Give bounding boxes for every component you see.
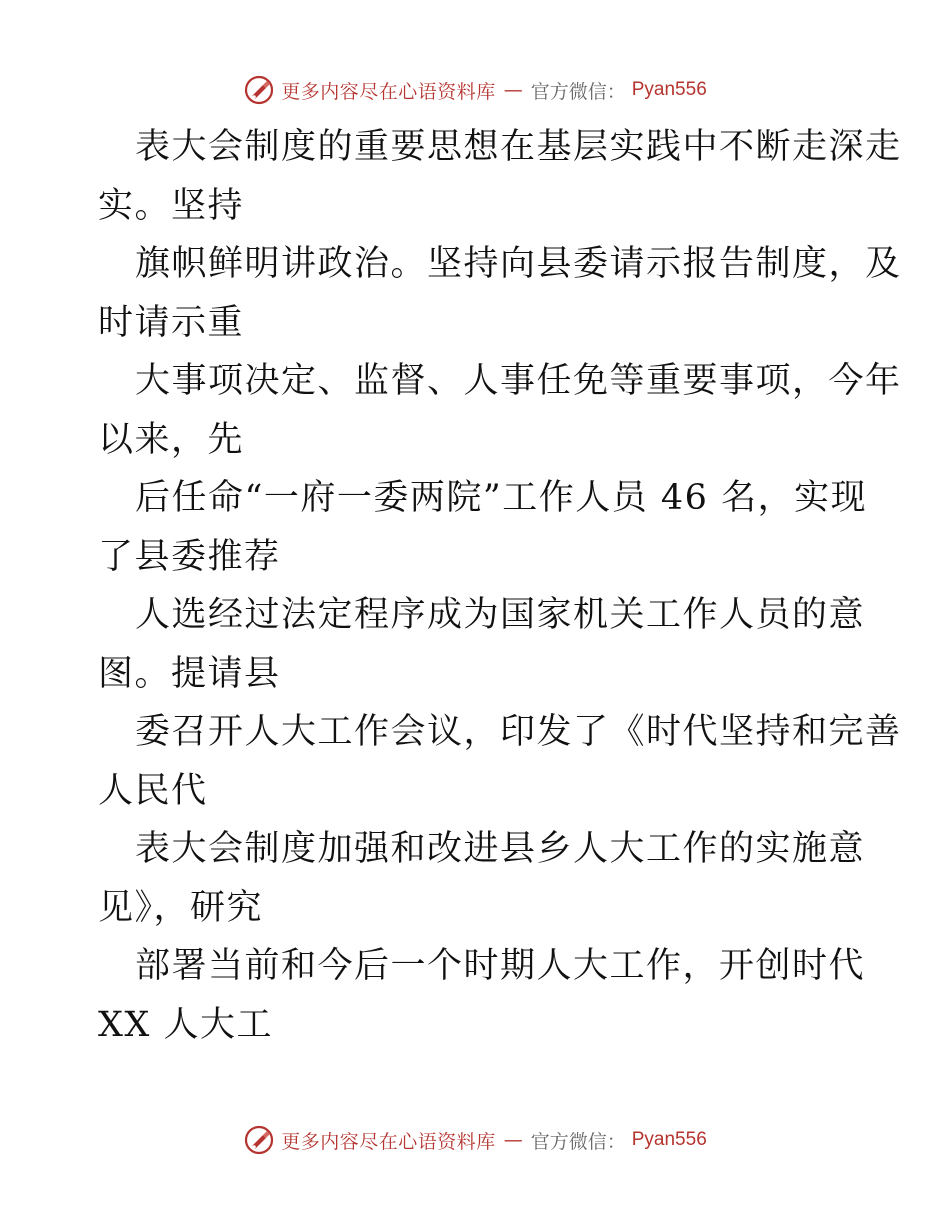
- footer-banner: [0, 1120, 950, 1160]
- pen-logo-icon: [243, 1124, 275, 1156]
- body-line-9: 人选经过法定程序成为国家机关工作人员的意: [135, 595, 866, 635]
- body-line-4: 时请示重: [98, 302, 245, 343]
- body-line-5: 大事项决定、监督、人事任免等重要事项，今年: [135, 361, 902, 401]
- document-body: [98, 118, 902, 1054]
- header-official-label: 官方微信：: [530, 80, 626, 103]
- body-line-8: 了县委推荐: [98, 536, 281, 577]
- header-dash: —: [503, 79, 523, 101]
- body-line-12: 人民代: [98, 770, 208, 811]
- body-line-10: 图。提请县: [98, 653, 281, 694]
- pen-logo-icon: [243, 74, 275, 106]
- header-wechat-id: Pyan556: [631, 79, 707, 100]
- body-line-3: 旗帜鲜明讲政治。坚持向县委请示报告制度，及: [135, 244, 902, 284]
- footer-official-label: 官方微信：: [530, 1130, 626, 1153]
- footer-site-text: 更多内容尽在心语资料库: [281, 1130, 496, 1153]
- body-line-6: 以来，先: [98, 419, 245, 460]
- body-line-2: 实。坚持: [98, 185, 245, 226]
- body-line-1: 表大会制度的重要思想在基层实践中不断走深走: [135, 127, 902, 167]
- header-site-text: 更多内容尽在心语资料库: [281, 80, 496, 103]
- footer-dash: —: [503, 1129, 523, 1151]
- body-line-7: 后任命“一府一委两院”工作人员 46 名，实现: [135, 478, 868, 518]
- footer-wechat-id: Pyan556: [631, 1129, 707, 1150]
- body-line-15: 部署当前和今后一个时期人大工作，开创时代: [135, 946, 866, 986]
- body-line-11: 委召开人大工作会议，印发了《时代坚持和完善: [135, 712, 902, 752]
- header-banner: [0, 70, 950, 110]
- body-line-13: 表大会制度加强和改进县乡人大工作的实施意: [135, 829, 866, 869]
- body-line-16: XX 人大工: [98, 1004, 273, 1045]
- body-line-14: 见》，研究: [98, 887, 264, 928]
